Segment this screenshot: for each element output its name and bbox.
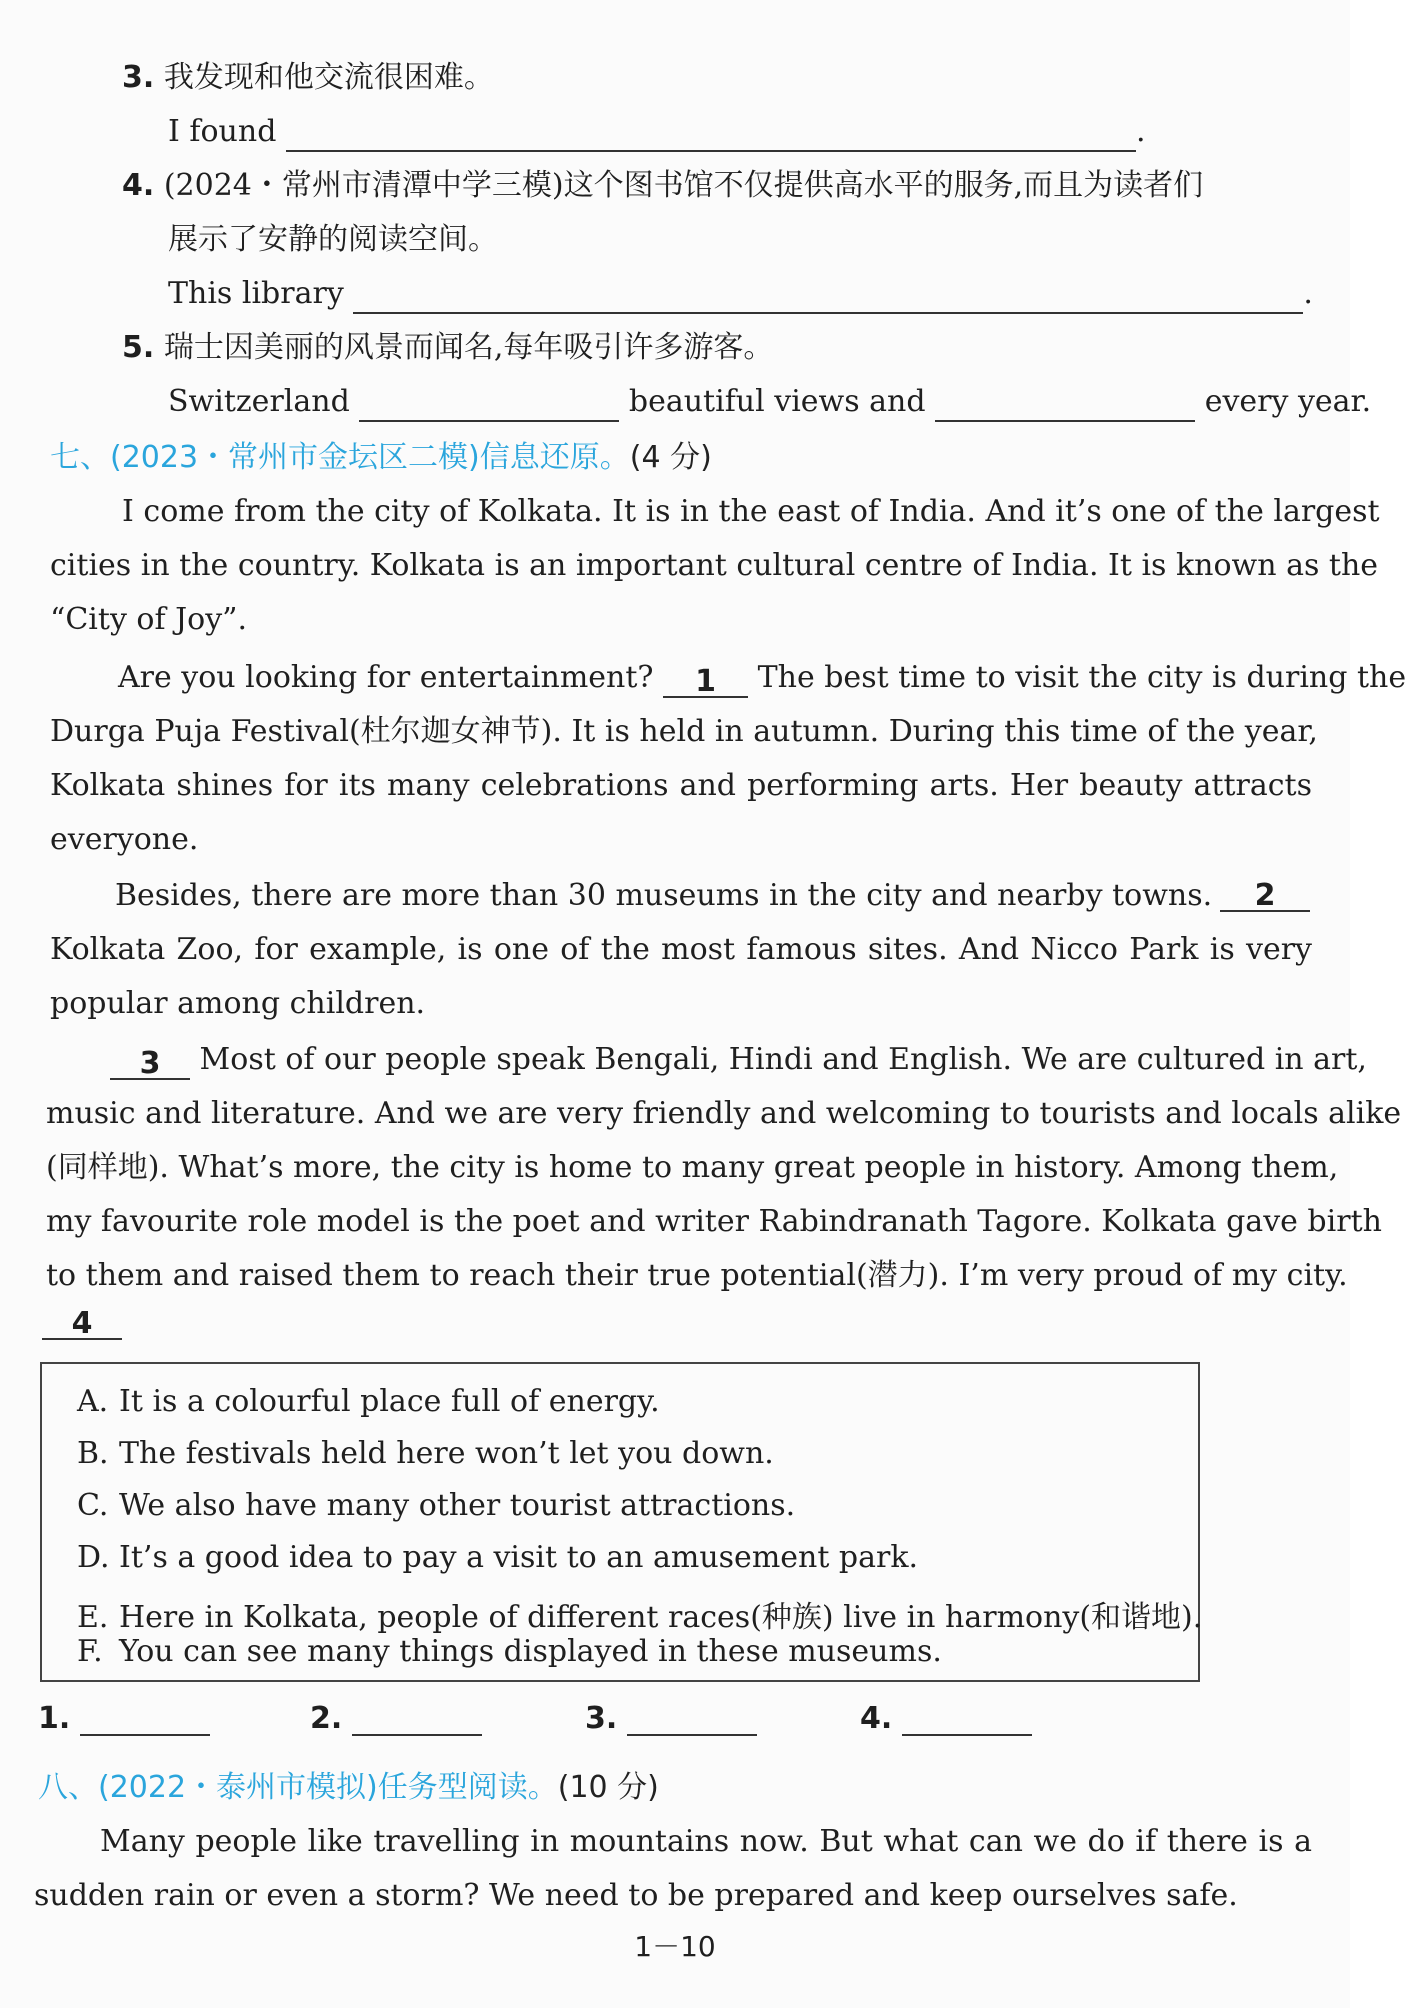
- para1-line2: cities in the country. Kolkata is an important cultural centre of India. It is known as the: [50, 548, 1379, 583]
- answer-prefix: This library: [168, 276, 344, 311]
- answer-blank[interactable]: [627, 1700, 757, 1736]
- blank-3[interactable]: 3: [110, 1044, 190, 1080]
- para2-line1: [118, 658, 1406, 699]
- option-letter: B.: [77, 1436, 109, 1471]
- text: Are you looking for entertainment?: [118, 660, 654, 695]
- para4-line4: my favourite role model is the poet and writer Rabindranath Tagore. Kolkata gave birth: [46, 1204, 1382, 1239]
- option-letter: E.: [77, 1600, 109, 1635]
- para2-line4: everyone.: [50, 822, 199, 857]
- option-text: The festivals held here won’t let you down.: [119, 1436, 774, 1471]
- answer-2: [310, 1700, 482, 1736]
- text: The best time to visit the city is during the: [757, 660, 1406, 695]
- para3-line2: Kolkata Zoo, for example, is one of the most famous sites. And Nicco Park is very: [50, 932, 1312, 967]
- question-text-cn: 展示了安静的阅读空间。: [168, 222, 498, 257]
- text: Besides, there are more than 30 museums in the city and nearby towns.: [115, 878, 1213, 913]
- section8-line1: Many people like travelling in mountains now. But what can we do if there is a: [100, 1824, 1312, 1859]
- answer-mid: beautiful views and: [628, 384, 926, 419]
- section-title: 八、(2022・泰州市模拟)任务型阅读。: [38, 1770, 558, 1805]
- option-letter: C.: [77, 1488, 109, 1523]
- section-7-heading: [50, 438, 1350, 478]
- answer-blank[interactable]: [353, 278, 1303, 314]
- text: Most of our people speak Bengali, Hindi and English. We are cultured in art,: [199, 1042, 1367, 1077]
- para1-line3: “City of Joy”.: [50, 602, 248, 637]
- answer-1: [38, 1700, 210, 1736]
- answer-blank[interactable]: [352, 1700, 482, 1736]
- option-a: [77, 1384, 660, 1419]
- section-score: (10 分): [557, 1770, 659, 1805]
- option-letter: D.: [77, 1540, 110, 1575]
- answer-label: 4.: [860, 1701, 893, 1736]
- answer-prefix: Switzerland: [168, 384, 350, 419]
- answer-label: 1.: [38, 1701, 71, 1736]
- question-3-answer-line: [168, 112, 1350, 152]
- question-4-prompt: [122, 166, 1350, 206]
- question-number: 3.: [122, 60, 155, 95]
- question-4-answer-line: [168, 274, 1350, 314]
- section-title: 七、(2023・常州市金坛区二模)信息还原。: [50, 440, 630, 475]
- page-number: 1－10: [634, 1930, 716, 1963]
- blank-1[interactable]: 1: [663, 662, 748, 698]
- para3-line3: popular among children.: [50, 986, 426, 1021]
- answer-blank[interactable]: [80, 1700, 210, 1736]
- option-c: [77, 1488, 795, 1523]
- answer-4: [860, 1700, 1032, 1736]
- answer-blank-1[interactable]: [359, 386, 619, 422]
- option-e: [77, 1592, 1202, 1636]
- answer-3: [585, 1700, 757, 1736]
- question-text-cn: 我发现和他交流很困难。: [163, 60, 494, 95]
- answer-label: 2.: [310, 1701, 343, 1736]
- para1-line1: I come from the city of Kolkata. It is in the east of India. And it’s one of the largest: [122, 494, 1380, 529]
- blank-2[interactable]: 2: [1220, 876, 1310, 912]
- option-text: It is a colourful place full of energy.: [119, 1384, 660, 1419]
- question-4-prompt-cont: [168, 220, 1350, 260]
- question-text-cn: (2024・常州市清潭中学三模)这个图书馆不仅提供高水平的服务,而且为读者们: [163, 168, 1204, 203]
- option-text: Here in Kolkata, people of different races(种族) live in harmony(和谐地).: [119, 1600, 1203, 1635]
- answer-label: 3.: [585, 1701, 618, 1736]
- answer-blank[interactable]: [902, 1700, 1032, 1736]
- answer-suffix: every year.: [1204, 384, 1372, 419]
- option-text: You can see many things displayed in these museums.: [119, 1634, 942, 1669]
- question-3-prompt: [122, 58, 1350, 98]
- option-text: We also have many other tourist attractions.: [119, 1488, 796, 1523]
- section-score: (4 分): [629, 440, 712, 475]
- para4-line2: music and literature. And we are very friendly and welcoming to tourists and locals alike: [46, 1096, 1402, 1131]
- question-5-prompt: [122, 328, 1350, 368]
- question-5-answer-line: [168, 382, 1372, 422]
- option-b: [77, 1436, 774, 1471]
- section-8-heading: [38, 1768, 1350, 1808]
- option-letter: A.: [77, 1384, 109, 1419]
- answer-end: .: [1135, 114, 1146, 149]
- answer-prefix: I found: [168, 114, 277, 149]
- answer-blank[interactable]: [286, 116, 1136, 152]
- question-number: 5.: [122, 330, 155, 365]
- answer-row: [0, 1700, 1350, 1750]
- options-box: [40, 1362, 1203, 1682]
- question-text-cn: 瑞士因美丽的风景而闻名,每年吸引许多游客。: [163, 330, 774, 365]
- para2-line2: Durga Puja Festival(杜尔迦女神节). It is held in autumn. During this time of the year,: [50, 714, 1318, 749]
- option-letter: F.: [77, 1634, 103, 1669]
- blank-4[interactable]: 4: [42, 1304, 122, 1340]
- para2-line3: Kolkata shines for its many celebrations and performing arts. Her beauty attracts: [50, 768, 1312, 803]
- answer-blank-2[interactable]: [935, 386, 1195, 422]
- question-number: 4.: [122, 168, 155, 203]
- option-text: It’s a good idea to pay a visit to an amusement park.: [119, 1540, 919, 1575]
- para4-line5: to them and raised them to reach their true potential(潜力). I’m very proud of my city.: [46, 1258, 1348, 1293]
- answer-end: .: [1303, 276, 1313, 311]
- para4-line3: (同样地). What’s more, the city is home to many great people in history. Among them,: [46, 1150, 1339, 1185]
- para4-line1: [110, 1040, 1367, 1081]
- option-f: [77, 1634, 942, 1669]
- section8-line2: sudden rain or even a storm? We need to be prepared and keep ourselves safe.: [34, 1878, 1238, 1913]
- option-d: [77, 1540, 918, 1575]
- para3-line1: [115, 876, 1350, 916]
- blank-2-wrap: [1220, 876, 1310, 912]
- para4-blank-line: [42, 1300, 1350, 1340]
